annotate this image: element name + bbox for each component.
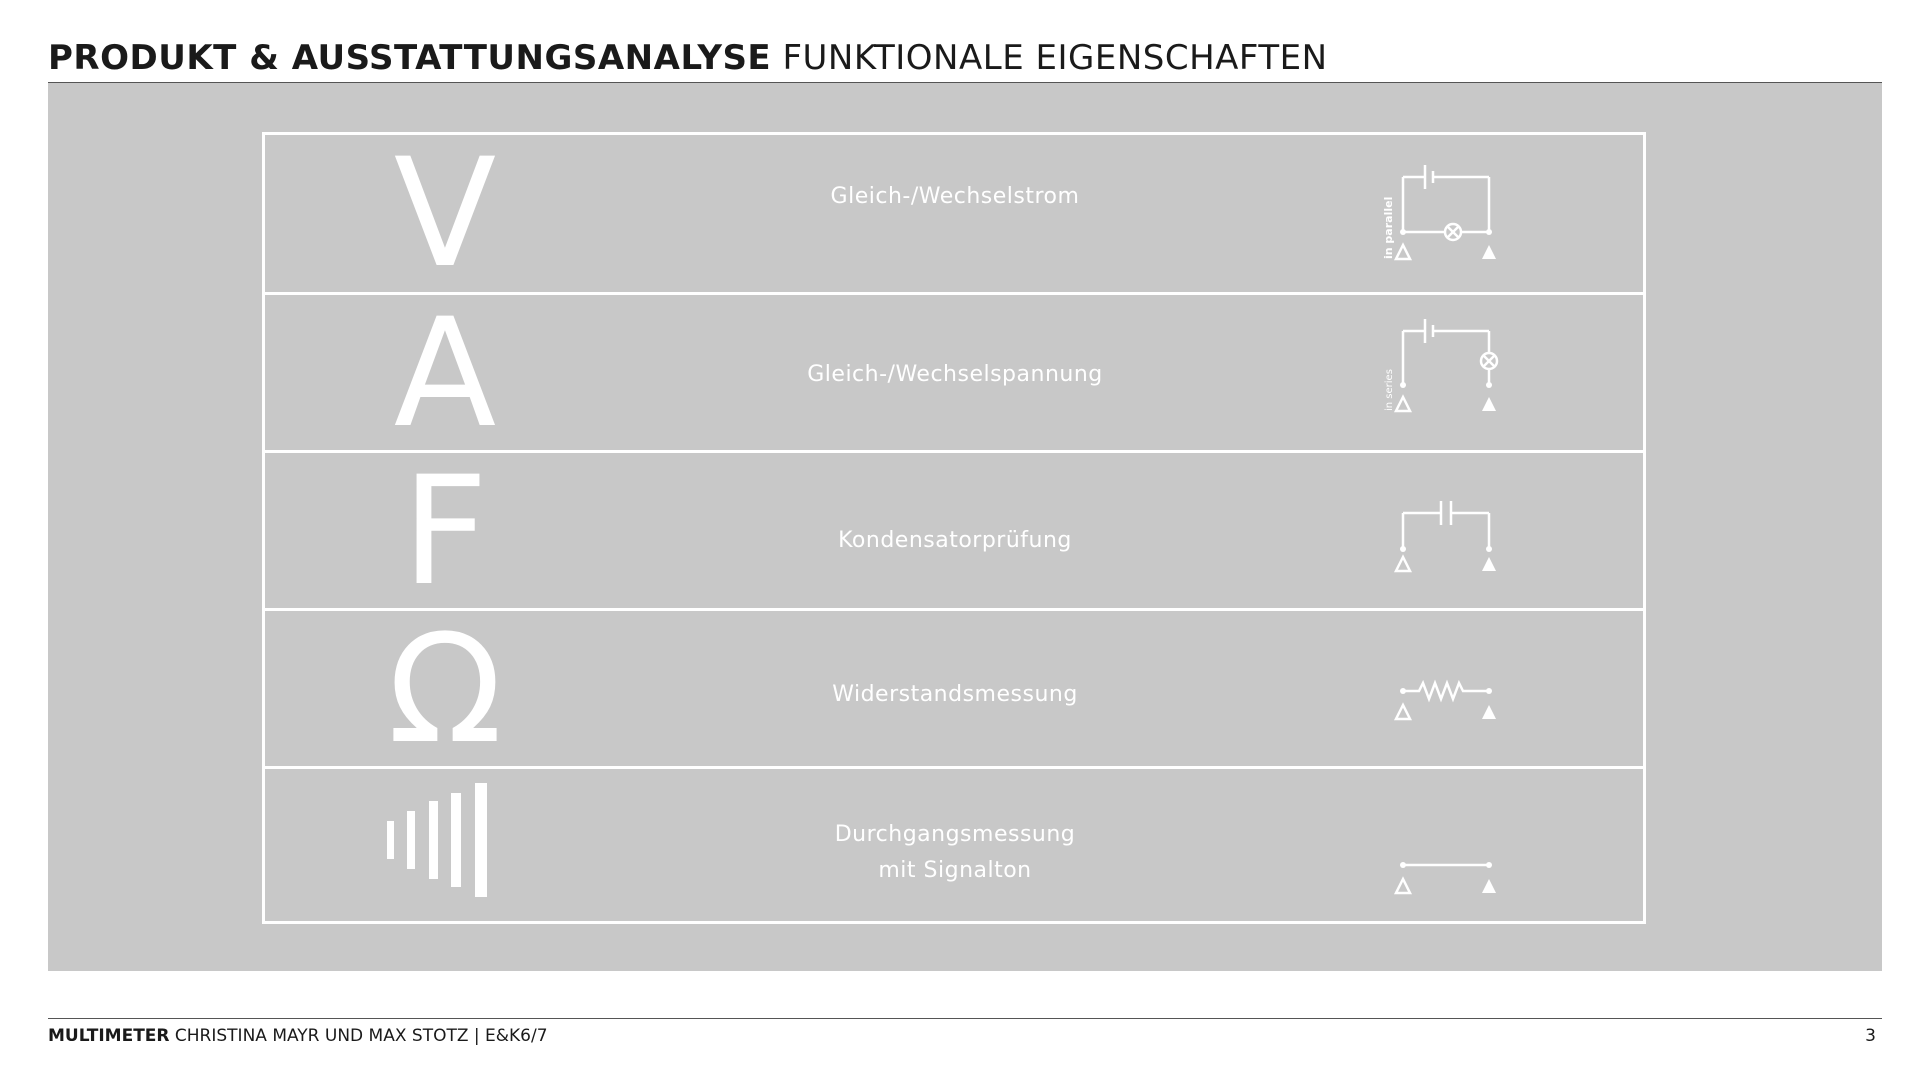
row-label-line: Gleich-/Wechselstrom — [830, 184, 1080, 209]
row-label-line: Gleich-/Wechselspannung — [807, 362, 1103, 387]
parallel-circuit-icon — [1365, 135, 1505, 293]
page-title — [48, 36, 1872, 80]
page-number: 3 — [1865, 1026, 1876, 1046]
table-row — [265, 445, 1643, 619]
row-label — [745, 179, 1165, 215]
title-light: FUNKTIONALE EIGENSCHAFTEN — [782, 38, 1328, 78]
diagram-note: in parallel — [1382, 196, 1395, 259]
row-label-line: mit Signalton — [878, 858, 1032, 883]
volt-symbol: V — [393, 127, 497, 301]
title-bold: PRODUKT & AUSSTATTUNGSANALYSE — [48, 38, 772, 78]
continuity-icon — [1365, 769, 1505, 927]
row-label — [745, 357, 1165, 393]
resistor-icon — [1365, 611, 1505, 769]
row-label-line: Widerstandsmessung — [832, 682, 1078, 707]
row-label — [745, 523, 1165, 559]
series-circuit-icon — [1365, 295, 1505, 453]
table-row — [265, 603, 1643, 777]
diagram-note: in series — [1384, 369, 1395, 411]
row-label — [745, 677, 1165, 713]
signal-bars-icon — [387, 783, 507, 909]
footer-authors: CHRISTINA MAYR UND MAX STOTZ | E&K6/7 — [174, 1026, 548, 1046]
row-label-line: Durchgangsmessung — [834, 822, 1076, 847]
bottom-divider — [48, 1018, 1882, 1019]
farad-symbol: F — [401, 445, 489, 619]
table-row — [265, 287, 1643, 461]
table-row — [265, 127, 1643, 301]
capacitor-icon — [1365, 453, 1505, 611]
row-label — [745, 817, 1165, 889]
footer — [48, 1026, 548, 1046]
function-table — [262, 127, 1646, 924]
row-label-line: Kondensatorprüfung — [838, 528, 1072, 553]
table-row — [265, 766, 1643, 924]
ohm-symbol: Ω — [387, 603, 503, 777]
footer-title: MULTIMETER — [48, 1026, 170, 1046]
ampere-symbol: A — [393, 287, 497, 461]
